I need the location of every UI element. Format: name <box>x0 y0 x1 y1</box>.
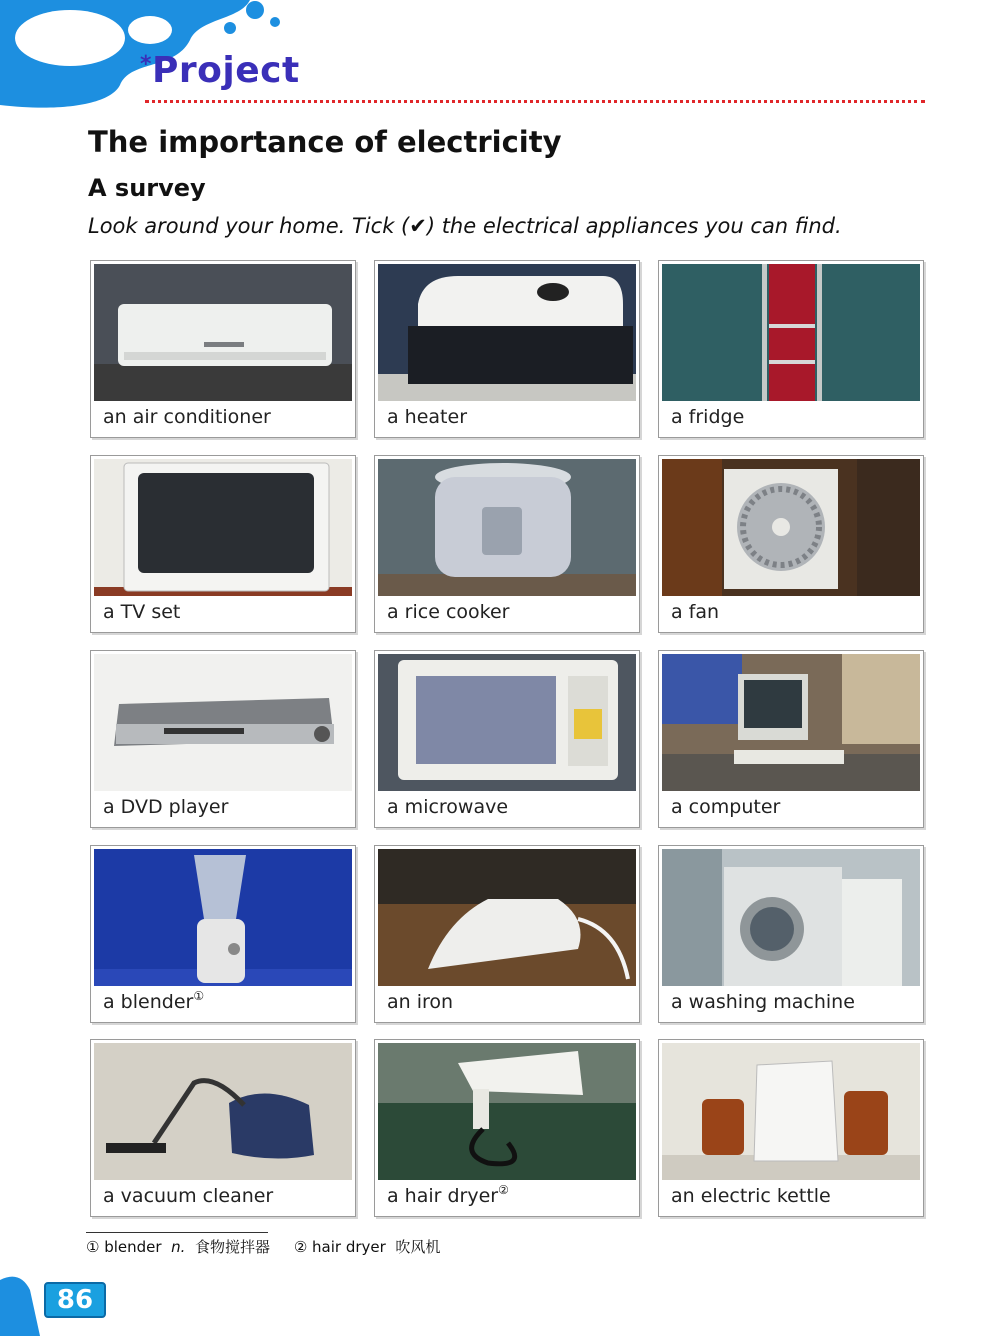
appliance-label: a heater <box>387 406 468 428</box>
dotted-divider <box>145 100 925 103</box>
appliance-card-electric-kettle <box>658 1039 924 1217</box>
appliance-label: a washing machine <box>671 991 855 1013</box>
footnote-divider <box>86 1232 268 1233</box>
section-heading: The importance of electricity <box>88 125 562 159</box>
microwave-photo <box>378 654 636 791</box>
section-subheading: A survey <box>88 174 206 202</box>
computer-photo <box>662 654 920 791</box>
vacuum-cleaner-photo <box>94 1043 352 1180</box>
star-mark: * <box>140 52 153 77</box>
appliance-card-washing-machine <box>658 845 924 1023</box>
appliance-card-computer <box>658 650 924 828</box>
appliance-label: a fridge <box>671 406 745 428</box>
appliance-label: an electric kettle <box>671 1185 831 1207</box>
appliance-card-dvd-player <box>90 650 356 828</box>
project-title <box>140 50 300 91</box>
project-title-text: Project <box>152 50 300 91</box>
appliance-label: a hair dryer② <box>387 1183 509 1207</box>
fan-photo <box>662 459 920 596</box>
appliance-card-hair-dryer <box>374 1039 640 1217</box>
hair-dryer-photo <box>378 1043 636 1180</box>
appliance-card-microwave <box>374 650 640 828</box>
heater-photo <box>378 264 636 401</box>
washing-machine-photo <box>662 849 920 986</box>
footnote-marker: ① <box>193 989 205 1003</box>
appliance-label: a computer <box>671 796 781 818</box>
appliance-label: a TV set <box>103 601 181 623</box>
appliance-card-rice-cooker <box>374 455 640 633</box>
appliance-label: a microwave <box>387 796 509 818</box>
rice-cooker-photo <box>378 459 636 596</box>
appliance-label: a rice cooker <box>387 601 510 623</box>
appliance-label: a DVD player <box>103 796 229 818</box>
appliance-label: a fan <box>671 601 720 623</box>
appliance-card-tv <box>90 455 356 633</box>
electric-kettle-photo <box>662 1043 920 1180</box>
appliance-label: a vacuum cleaner <box>103 1185 274 1207</box>
appliance-card-air-conditioner <box>90 260 356 438</box>
instruction-text: Look around your home. Tick (✔) the electrical appliances you can find. <box>88 214 842 238</box>
tv-photo <box>94 459 352 596</box>
appliance-card-fridge <box>658 260 924 438</box>
appliance-card-iron <box>374 845 640 1023</box>
iron-photo <box>378 849 636 986</box>
footnote-marker: ② <box>498 1183 509 1197</box>
fridge-photo <box>662 264 920 401</box>
appliance-card-vacuum-cleaner <box>90 1039 356 1217</box>
appliance-card-fan <box>658 455 924 633</box>
appliance-label: a blender① <box>103 989 205 1013</box>
blender-photo <box>94 849 352 986</box>
footnotes: ① blender n. 食物搅拌器 ② hair dryer 吹风机 <box>86 1238 441 1256</box>
appliance-label: an air conditioner <box>103 406 271 428</box>
appliance-card-heater <box>374 260 640 438</box>
appliance-label: an iron <box>387 991 454 1013</box>
air-conditioner-photo <box>94 264 352 401</box>
page-number: 86 <box>44 1282 106 1318</box>
dvd-player-photo <box>94 654 352 791</box>
appliance-card-blender <box>90 845 356 1023</box>
